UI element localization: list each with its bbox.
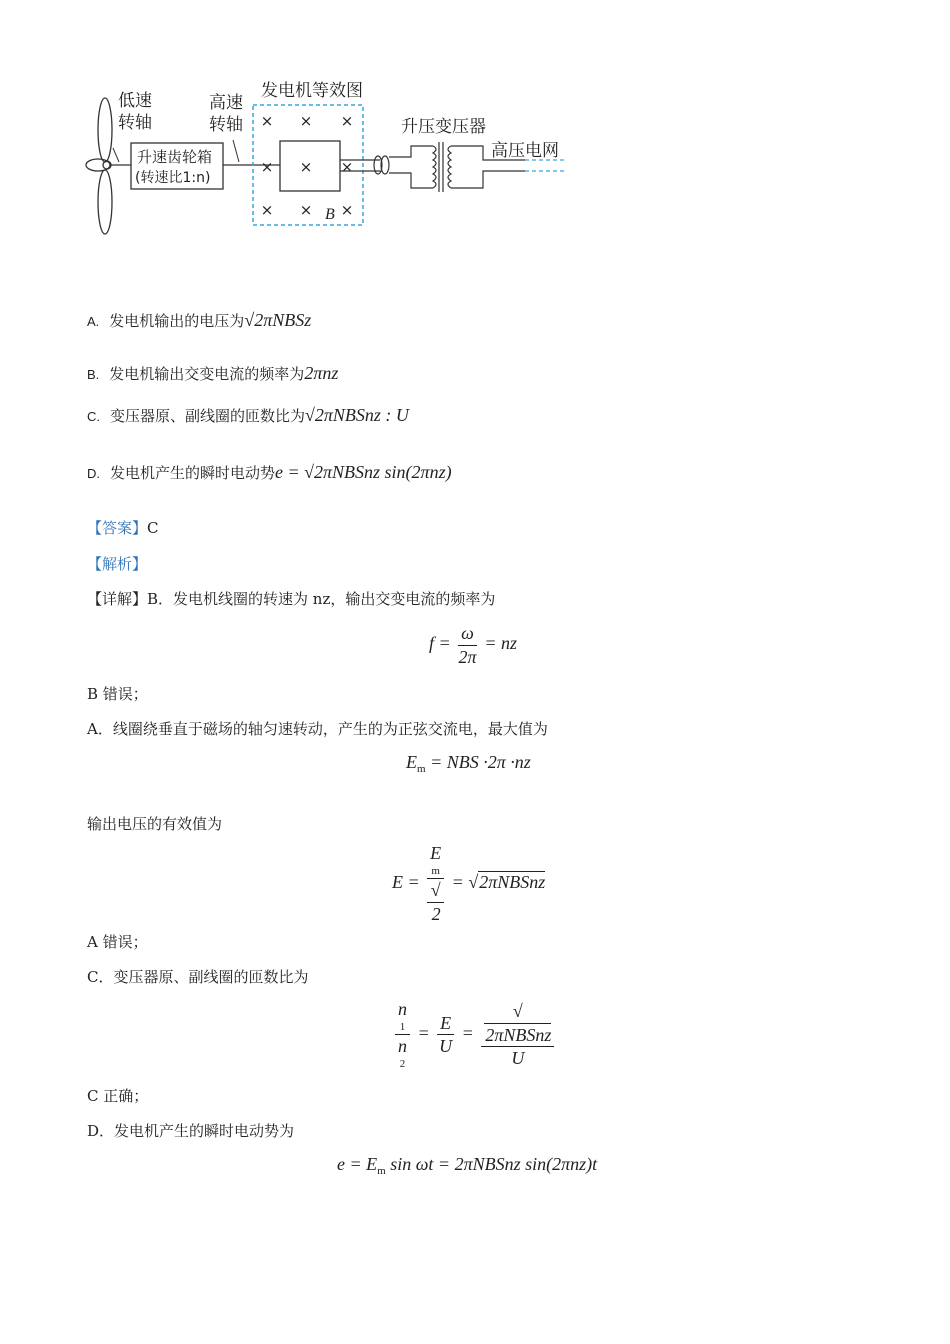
field-cross: × [260,158,274,176]
option-a: A. 发电机输出的电压为√2πNBSz [87,310,312,330]
low-shaft-label-2: 转轴 [118,113,152,133]
field-cross: × [340,112,354,130]
analysis-label: 【解析】 [87,555,148,573]
option-d: D. 发电机产生的瞬时电动势e = √2πNBSnz sin(2πnz) [87,462,452,482]
field-cross: × [340,201,354,219]
field-cross: × [299,112,313,130]
answer-label: 【答案】 [87,519,148,537]
low-shaft-label-1: 低速 [118,91,152,111]
answer-line [87,517,159,538]
c-intro: C．变压器原、副线圈的匝数比为 [87,968,309,986]
equation-frequency: f = $\frac{\omega}{2\pi}$ = nz [429,623,518,667]
b-intro: 【详解】B．发电机线圈的转速为 nz，输出交变电流的频率为 [87,590,496,608]
field-cross: × [260,201,274,219]
field-cross: × [299,201,313,219]
gearbox-label-2: (转速比1:n) [135,170,211,186]
a-rms-intro: 输出电压的有效值为 [87,815,223,833]
option-b: B. 发电机输出交变电流的频率为2πnz [87,363,339,383]
grid-label: 高压电网 [491,141,559,161]
field-cross: × [260,112,274,130]
generator-diagram [85,78,585,248]
high-shaft-label-1: 高速 [209,93,243,113]
generator-label: 发电机等效图 [261,81,363,101]
b-result: B 错误； [87,685,148,703]
high-shaft-label-2: 转轴 [209,115,243,135]
transformer-icon [433,142,451,192]
c-result: C 正确； [87,1087,149,1105]
d-intro: D．发电机产生的瞬时电动势为 [87,1122,295,1140]
equation-em: $E_m$ = NBS ·2π ·nz [406,752,531,775]
field-cross: × [340,158,354,176]
field-cross: × [299,158,313,176]
equation-turns-ratio: n 1 n 2 = $\frac{E}{U}$ = √ 2πNBSnz U [392,998,557,1072]
field-b-label: B [325,206,335,223]
option-c: C. 变压器原、副线圈的匝数比为√2πNBSnz : U [87,405,409,425]
a-result: A 错误； [87,933,148,951]
answer-value: C [147,519,159,537]
equation-instant-emf: $e = E_m$ sin ωt = 2πNBSnz sin(2πnz)t [337,1154,598,1177]
transformer-label: 升压变压器 [401,117,486,137]
a-intro: A．线圈绕垂直于磁场的轴匀速转动，产生的为正弦交流电，最大值为 [87,720,548,738]
propeller-icon [86,98,112,234]
equation-e-rms: E = E m √ 2 = √2πNBSnz [392,843,546,924]
gearbox-label-1: 升速齿轮箱 [137,148,213,166]
